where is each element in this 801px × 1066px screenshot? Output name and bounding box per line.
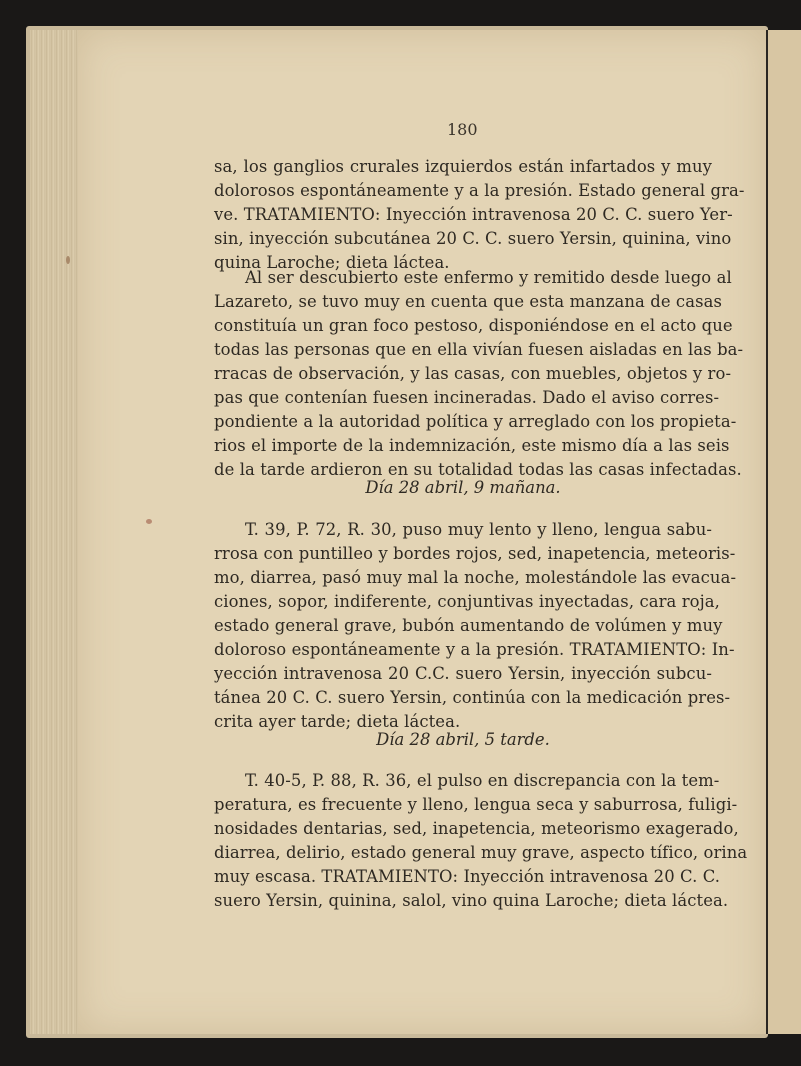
text-line: ve. TRATAMIENTO: Inyección intravenosa 20 C. C. suero Yer- [214,205,733,224]
text-line: constituía un gran foco pestoso, disponiéndose en el acto que [214,316,733,335]
page-stain [146,519,152,524]
text-line: mo, diarrea, pasó muy mal la noche, molestándole las evacua- [214,568,737,587]
text-line: diarrea, delirio, estado general muy grave, aspecto tífico, orina [214,843,748,862]
text-line: pas que contenían fuesen incineradas. Dado el aviso corres- [214,388,720,407]
text-line: muy escasa. TRATAMIENTO: Inyección intravenosa 20 C. C. [214,867,721,886]
text-line: Al ser descubierto este enfermo y remitido desde luego al [245,268,732,287]
section-heading: Día 28 abril, 9 mañana. [365,478,561,497]
text-line: suero Yersin, quinina, salol, vino quina Laroche; dieta láctea. [214,891,729,910]
text-line: ciones, sopor, indiferente, conjuntivas inyectadas, cara roja, [214,592,720,611]
text-line: de la tarde ardieron en su totalidad todas las casas infectadas. [214,460,742,479]
text-line: crita ayer tarde; dieta láctea. [214,712,461,731]
text-line: estado general grave, bubón aumentando de volúmen y muy [214,616,723,635]
text-line: quina Laroche; dieta láctea. [214,253,450,272]
text-line: dolorosos espontáneamente y a la presión. Estado general gra- [214,181,745,200]
text-line: tánea 20 C. C. suero Yersin, continúa con la medicación pres- [214,688,731,707]
page-stain [66,256,70,264]
text-line: sa, los ganglios crurales izquierdos están infartados y muy [214,157,712,176]
text-line: rrosa con puntilleo y bordes rojos, sed, inapetencia, meteoris- [214,544,736,563]
text-line: peratura, es frecuente y lleno, lengua seca y saburrosa, fuligi- [214,795,738,814]
next-page-edge [768,30,801,1034]
page-edges [30,30,82,1034]
page-number: 180 [447,120,478,139]
section-heading: Día 28 abril, 5 tarde. [376,730,550,749]
text-line: sin, inyección subcutánea 20 C. C. suero Yersin, quinina, vino [214,229,732,248]
text-line: todas las personas que en ella vivían fuesen aisladas en las ba- [214,340,744,359]
text-line: pondiente a la autoridad política y arreglado con los propieta- [214,412,737,431]
text-line: yección intravenosa 20 C.C. suero Yersin, inyección subcu- [214,664,712,683]
text-line: T. 40-5, P. 88, R. 36, el pulso en discrepancia con la tem- [245,771,720,790]
text-line: T. 39, P. 72, R. 30, puso muy lento y lleno, lengua sabu- [245,520,712,539]
text-line: nosidades dentarias, sed, inapetencia, meteorismo exagerado, [214,819,739,838]
text-line: rios el importe de la indemnización, este mismo día a las seis [214,436,730,455]
text-line: doloroso espontáneamente y a la presión. TRATAMIENTO: In- [214,640,735,659]
text-line: rracas de observación, y las casas, con muebles, objetos y ro- [214,364,732,383]
text-line: Lazareto, se tuvo muy en cuenta que esta manzana de casas [214,292,722,311]
